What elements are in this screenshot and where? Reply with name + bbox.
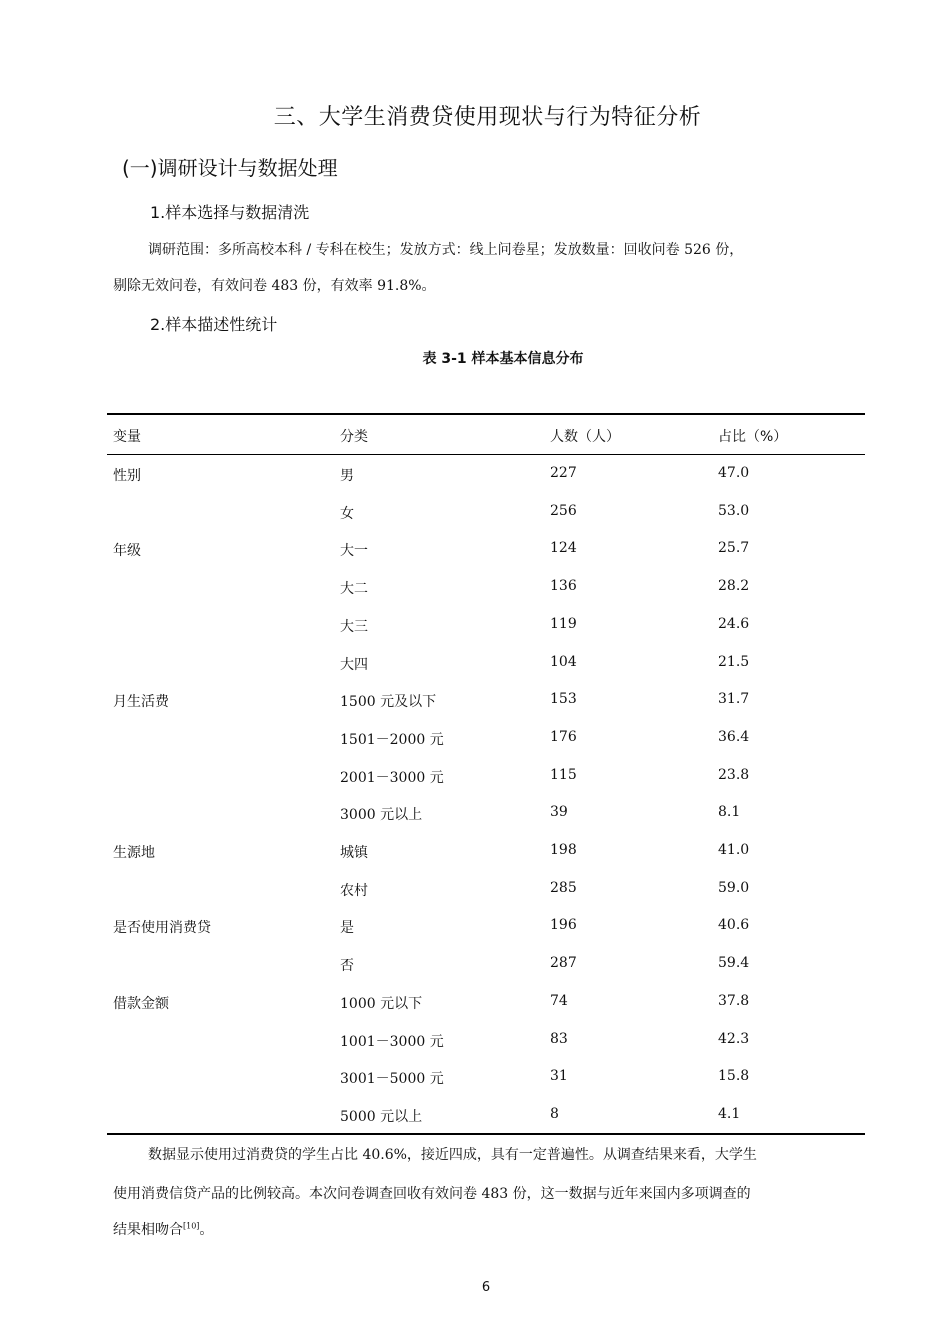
cell-percent: 53.0 <box>718 503 750 519</box>
cell-percent: 23.8 <box>718 767 750 783</box>
cell-percent: 8.1 <box>718 804 741 820</box>
cell-variable: 是否使用消费贷 <box>113 920 211 936</box>
conclusion-end: 。 <box>199 1222 214 1238</box>
page-number: 6 <box>481 1280 491 1295</box>
table-header-rule <box>107 454 865 455</box>
table-caption: 表 3-1 样本基本信息分布 <box>422 351 584 367</box>
cell-variable: 月生活费 <box>113 694 169 710</box>
cell-category: 大一 <box>340 543 368 559</box>
cell-percent: 40.6 <box>718 917 750 933</box>
cell-percent: 59.0 <box>718 880 750 896</box>
cell-count: 119 <box>550 616 577 632</box>
cell-variable: 性别 <box>113 468 141 484</box>
cell-percent: 24.6 <box>718 616 750 632</box>
cell-count: 136 <box>550 578 577 594</box>
cell-category: 3001－5000 元 <box>340 1071 444 1087</box>
paragraph-line: 调研范围：多所高校本科 / 专科在校生；发放方式：线上问卷星；发放数量：回收问卷 526 份， <box>148 242 744 258</box>
cell-count: 115 <box>550 767 577 783</box>
cell-category: 1500 元及以下 <box>340 694 437 710</box>
cell-count: 153 <box>550 691 577 707</box>
cell-category: 2001－3000 元 <box>340 770 444 786</box>
cell-count: 8 <box>550 1106 559 1122</box>
cell-count: 176 <box>550 729 577 745</box>
cell-category: 女 <box>340 506 354 522</box>
cell-variable: 借款金额 <box>113 996 169 1012</box>
cell-count: 196 <box>550 917 577 933</box>
conclusion-line: 数据显示使用过消费贷的学生占比 40.6%，接近四成，具有一定普遍性。从调查结果来看，大学生 <box>148 1147 757 1163</box>
table-bottom-rule <box>107 1133 865 1135</box>
cell-category: 大四 <box>340 657 368 673</box>
cell-percent: 59.4 <box>718 955 750 971</box>
cell-count: 198 <box>550 842 577 858</box>
cell-percent: 42.3 <box>718 1031 750 1047</box>
cell-variable: 年级 <box>113 543 141 559</box>
cell-category: 1001－3000 元 <box>340 1034 444 1050</box>
subsection-title-sample: 1.样本选择与数据清洗 <box>150 203 310 222</box>
cell-count: 74 <box>550 993 568 1009</box>
cell-percent: 31.7 <box>718 691 750 707</box>
citation-reference: [10] <box>183 1221 200 1231</box>
cell-percent: 28.2 <box>718 578 750 594</box>
conclusion-line-final <box>113 1219 213 1239</box>
cell-category: 农村 <box>340 883 368 899</box>
cell-percent: 36.4 <box>718 729 750 745</box>
section-heading: (一)调研设计与数据处理 <box>122 156 338 180</box>
cell-category: 大二 <box>340 581 368 597</box>
cell-category: 5000 元以上 <box>340 1109 423 1125</box>
paragraph-line: 剔除无效问卷，有效问卷 483 份，有效率 91.8%。 <box>113 278 436 294</box>
subsection-title-stats: 2.样本描述性统计 <box>150 315 278 334</box>
column-header-count: 人数（人） <box>550 429 620 445</box>
cell-count: 83 <box>550 1031 568 1047</box>
cell-count: 39 <box>550 804 568 820</box>
cell-category: 1501－2000 元 <box>340 732 444 748</box>
cell-category: 城镇 <box>340 845 368 861</box>
cell-category: 3000 元以上 <box>340 807 423 823</box>
cell-count: 227 <box>550 465 577 481</box>
cell-variable: 生源地 <box>113 845 155 861</box>
cell-percent: 25.7 <box>718 540 750 556</box>
cell-percent: 37.8 <box>718 993 750 1009</box>
cell-count: 104 <box>550 654 577 670</box>
cell-count: 285 <box>550 880 577 896</box>
cell-category: 大三 <box>340 619 368 635</box>
cell-count: 287 <box>550 955 577 971</box>
cell-category: 是 <box>340 920 354 936</box>
cell-percent: 15.8 <box>718 1068 750 1084</box>
cell-count: 124 <box>550 540 577 556</box>
column-header-percent: 占比（%） <box>718 429 788 445</box>
column-header-variable: 变量 <box>113 429 141 445</box>
cell-percent: 21.5 <box>718 654 750 670</box>
conclusion-text: 结果相吻合 <box>113 1222 183 1238</box>
cell-percent: 47.0 <box>718 465 750 481</box>
table-top-rule <box>107 413 865 415</box>
cell-category: 否 <box>340 958 354 974</box>
column-header-category: 分类 <box>340 429 368 445</box>
cell-percent: 4.1 <box>718 1106 741 1122</box>
cell-count: 31 <box>550 1068 568 1084</box>
chapter-title: 三、大学生消费贷使用现状与行为特征分析 <box>273 105 702 130</box>
cell-category: 男 <box>340 468 354 484</box>
cell-count: 256 <box>550 503 577 519</box>
cell-category: 1000 元以下 <box>340 996 423 1012</box>
cell-percent: 41.0 <box>718 842 750 858</box>
conclusion-line: 使用消费信贷产品的比例较高。本次问卷调查回收有效问卷 483 份，这一数据与近年来国内多项调查的 <box>113 1186 751 1202</box>
